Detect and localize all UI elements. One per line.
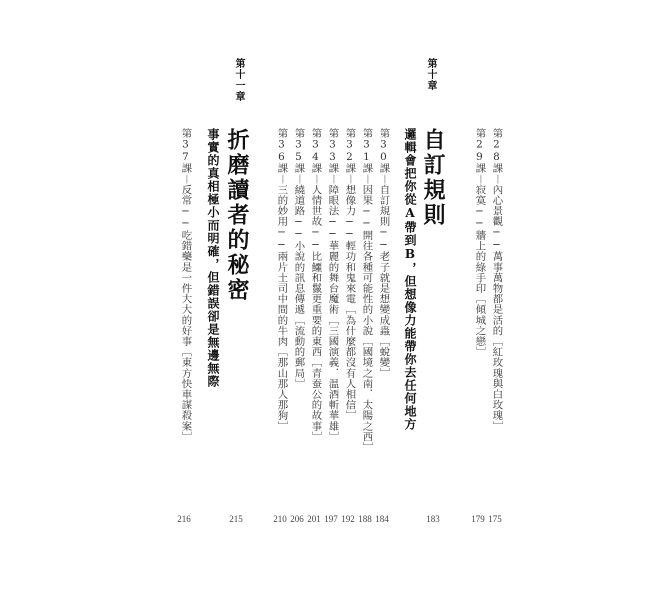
toc-entry-lesson-33: 第33課︱障眼法──華麗的舞台魔術［三國演義．温酒斬華雄］ bbox=[326, 128, 339, 442]
page-number-lesson-31: 188 bbox=[358, 514, 372, 524]
chapter-subtitle-11: 事實的真相極小而明確，但錯誤卻是無邊無際 bbox=[206, 128, 220, 388]
chapter-subtitle-10: 邏輯會把你從A帶到B，但想像力能帶你去任何地方 bbox=[403, 128, 417, 431]
chapter-label-11: 第十一章 bbox=[233, 58, 244, 102]
chapter-title-10: 自訂規則 bbox=[420, 128, 446, 228]
toc-entry-lesson-37: 第37課︱反常──吃錯藥是一件大大的好事［東方快車謀殺案］ bbox=[179, 128, 192, 442]
page-number-lesson-28: 175 bbox=[488, 514, 502, 524]
page-number-lesson-37: 216 bbox=[177, 514, 191, 524]
page-number-chapter-10: 183 bbox=[426, 514, 440, 524]
toc-entry-lesson-31: 第31課︱因果──開往各種可能性的小說［國境之南．太陽之西］ bbox=[360, 128, 373, 453]
toc-entry-lesson-32: 第32課︱想像力──輕功和鬼來電［為什麼都沒有人相信］ bbox=[343, 128, 356, 421]
page-number-lesson-29: 179 bbox=[471, 514, 485, 524]
page-number-lesson-33: 197 bbox=[324, 514, 338, 524]
toc-entry-lesson-36: 第36課︱三的妙用──兩片土司中間的牛肉［那山那人那狗］ bbox=[275, 128, 288, 432]
chapter-label-10: 第十章 bbox=[425, 58, 436, 91]
page-number-lesson-32: 192 bbox=[341, 514, 355, 524]
page-number-chapter-11: 215 bbox=[229, 514, 243, 524]
toc-entry-lesson-29: 第29課︱寂寞──牆上的綠手印［傾城之戀］ bbox=[473, 128, 486, 357]
page-number-lesson-35: 206 bbox=[290, 514, 304, 524]
page-number-lesson-34: 201 bbox=[307, 514, 321, 524]
toc-entry-lesson-28: 第28課︱內心景觀──萬事萬物都是活的［紅玫瑰與白玫瑰］ bbox=[490, 128, 503, 432]
toc-entry-lesson-30: 第30課︱自訂規則──老子就是想變成蟲［蛻變］ bbox=[377, 128, 390, 379]
page-number-lesson-36: 210 bbox=[273, 514, 287, 524]
toc-entry-lesson-34: 第34課︱人情世故──比鱷和鬣更重要的東西［青蚕公的故事］ bbox=[309, 128, 322, 442]
chapter-title-11: 折磨讀者的秘密 bbox=[224, 128, 250, 303]
page-number-lesson-30: 184 bbox=[375, 514, 389, 524]
toc-entry-lesson-35: 第35課︱繞道路──小說的訊息傳遞［流動的郵局］ bbox=[292, 128, 305, 389]
